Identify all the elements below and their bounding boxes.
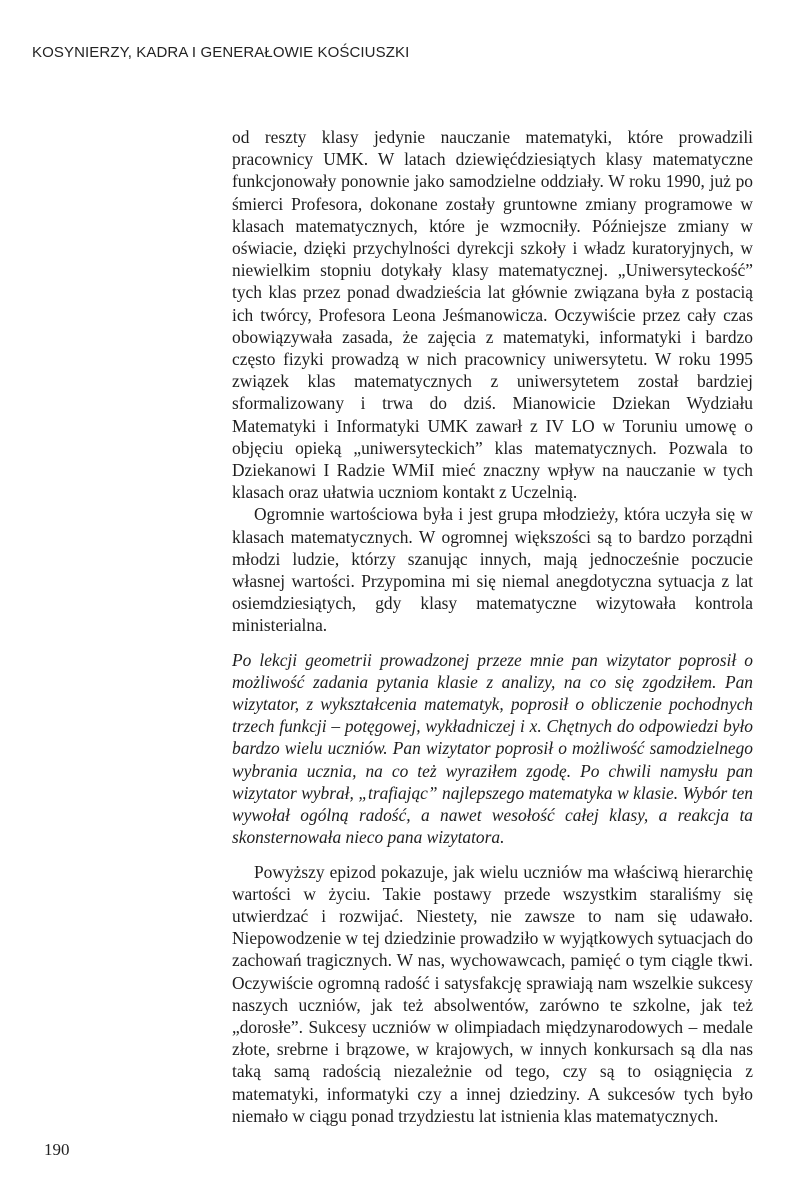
anecdote-quote: Po lekcji geometrii prowadzonej przeze mnie pan wizytator poprosił o możliwość zadania pytania klasie z analizy, na co się zgodziłem. Pan wizytator, z wykształcenia matematyk, poprosił o obliczenie pochodnych trzech funkcji – potęgowej, wykładniczej i x. Chętnych do odpowiedzi było bardzo wielu uczniów. Pan wizytator poprosił o możliwość samodzielnego wybrania ucznia, na co też wyraziłem zgodę. Po chwili namysłu pan wizytator wybrał, „trafiając” najlepszego matematyka w klasie. Wybór ten wywołał ogólną radość, a nawet wesołość całej klasy, a reakcja ta skonsternowała nieco pana wizytatora. [232,649,753,848]
page-number: 190 [44,1140,70,1159]
paragraph: Ogromnie wartościowa była i jest grupa młodzieży, która uczyła się w klasach matematycznych. W ogromnej większości są to bardzo porządni młodzi ludzie, którzy szanując innych, mają jednocześnie poczucie własnej wartości. Przypomina mi się niemal anegdotyczna sytuacja z lat osiemdziesiątych, gdy klasy matematyczne wizytowała kontrola ministerialna. [232,504,753,636]
running-header: KOSYNIERZY, KADRA I GENERAŁOWIE KOŚCIUSZKI [32,44,410,61]
paragraph: od reszty klasy jedynie nauczanie matematyki, które prowadzili pracownicy UMK. W latach dziewięćdziesiątych klasy matematyczne funkcjonowały ponownie jako samodzielne oddziały. W roku 1990, już po śmierci Profesora, dokonane zostały gruntowne zmiany programowe w klasach matematycznych, które je wzmocniły. Późniejsze zmiany w oświacie, dzięki przychylności dyrekcji szkoły i władz kuratoryjnych, w niewielkim stopniu dotykały klasy matematycznej. „Uniwersyteckość” tych klas przez ponad dwadzieścia lat głównie związana była z postacią ich twórcy, Profesora Leona Jeśmanowicza. Oczywiście przez cały czas obowiązywała zasada, że zajęcia z matematyki, informatyki i bardzo często fizyki prowadzą w nich pracownicy uniwersytetu. W roku 1995 związek klas matematycznych z uniwersytetem został bardziej sformalizowany i trwa do dziś. Mianowicie Dziekan Wydziału Matematyki i Informatyki UMK zawarł z IV LO w Toruniu umowę o objęciu opieką „uniwersyteckich” klas matematycznych. Pozwala to Dziekanowi I Radzie WMiI mieć znaczny wpływ na nauczanie w tych klasach oraz ułatwia uczniom kontakt z Uczelnią. [232,127,753,503]
paragraph: Powyższy epizod pokazuje, jak wielu uczniów ma właściwą hierarchię wartości w życiu. Takie postawy przede wszystkim staraliśmy się utwierdzać i rozwijać. Niestety, nie zawsze to nam się udawało. Niepowodzenie w tej dziedzinie prowadziło w wyjątkowych sytuacjach do zachowań tragicznych. W nas, wychowawcach, pamięć o tym ciągle tkwi. Oczywiście ogromną radość i satysfakcję sprawiają nam wszelkie sukcesy naszych uczniów, jak też absolwentów, zarówno te szkolne, jak też „dorosłe”. Sukcesy uczniów w olimpiadach międzynarodowych – medale złote, srebrne i brązowe, w krajowych, w innych konkursach są dla nas taką samą radością niezależnie od tego, czy są to osiągnięcia z matematyki, informatyki czy a innej dziedziny. A sukcesów tych było niemało w ciągu ponad trzydziestu lat istnienia klas matematycznych. [232,861,753,1126]
page-body [232,126,753,1127]
